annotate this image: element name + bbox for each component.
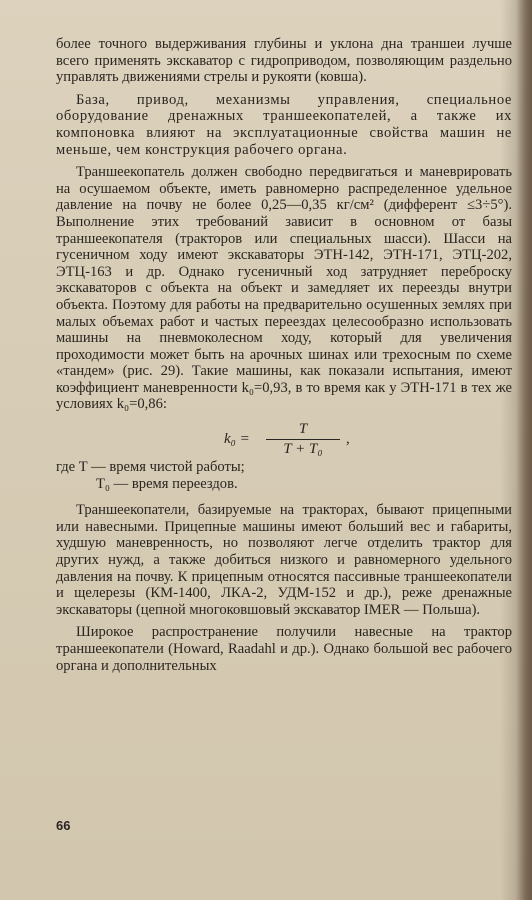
formula-numerator: T	[266, 421, 340, 440]
paragraph-2: База, привод, механизмы управления, специальное оборудование дренажных траншеекопателей, а также их компоновка влияют на эксплуатационные свойства машин не меньше, чем конструкция рабочего органа.	[56, 91, 512, 158]
formula-fraction	[266, 421, 340, 457]
formula-maneuverability	[56, 421, 512, 457]
formula-lhs: k₀ =	[224, 431, 250, 448]
page-number: 66	[56, 818, 71, 833]
formula-legend-row-1: где T — время чистой работы;	[56, 459, 245, 476]
formula-denominator: T + T₀	[283, 440, 323, 457]
paragraph-5: Широкое распространение получили навесные на трактор траншеекопатели (Howard, Raadahl и др.). Однако большой вес рабочего органа и дополнительных	[56, 624, 512, 674]
formula-trailing-comma: ,	[346, 431, 350, 448]
formula-legend-row-2: T₀ — время переездов.	[96, 475, 238, 492]
paragraph-3: Траншеекопатель должен свободно передвигаться и маневрировать на осушаемом объекте, иметь равномерно распределенное удельное давление на почву не более 0,25—0,35 кг/см² (дифферент ≤3÷5°). Выполнение этих требований зависит в основном от базы траншеекопателя (тракторов или специальных шасси). Шасси на гусеничном ходу имеют экскаваторы ЭТН-142, ЭТН-171, ЭТЦ-202, ЭТЦ-163 и др. Однако гусеничный ход затрудняет переброску экскаваторов с объекта на объект и замедляет их переезды внутри объекта. Поэтому для работы на предварительно осушенных землях при малых объемах работ и частых переездах целесообразно использовать машины на пневмоколесном ходу, который для увеличения проходимости может быть на арочных шинах или трехосным по схеме «тандем» (рис. 29). Такие машины, как показали испытания, имеют коэффициент маневренности k₀=0,93, в то время как у ЭТН-171 в тех же условиях k₀=0,86:	[56, 164, 512, 413]
formula-legend	[56, 459, 512, 492]
page-text-body	[56, 36, 512, 674]
paragraph-4: Траншеекопатели, базируемые на тракторах, бывают прицепными или навесными. Прицепные машины имеют больший вес и габариты, худшую маневренность, но позволяют легче отделить трактор для других нужд, а также добиться низкого и равномерного удельного давления на почву. К прицепным относятся пассивные траншеекопатели и щелерезы (КМ-1400, ЛКА-2, УДМ-152 и др.), реже дренажные экскаваторы (цепной многоковшовый экскаватор IMER — Польша).	[56, 502, 512, 618]
page-spine-shadow	[516, 0, 532, 900]
paragraph-1: более точного выдерживания глубины и уклона дна траншеи лучше всего применять экскаватор с гидроприводом, позволяющим раздельно управлять движениями стрелы и рукояти (ковша).	[56, 36, 512, 86]
